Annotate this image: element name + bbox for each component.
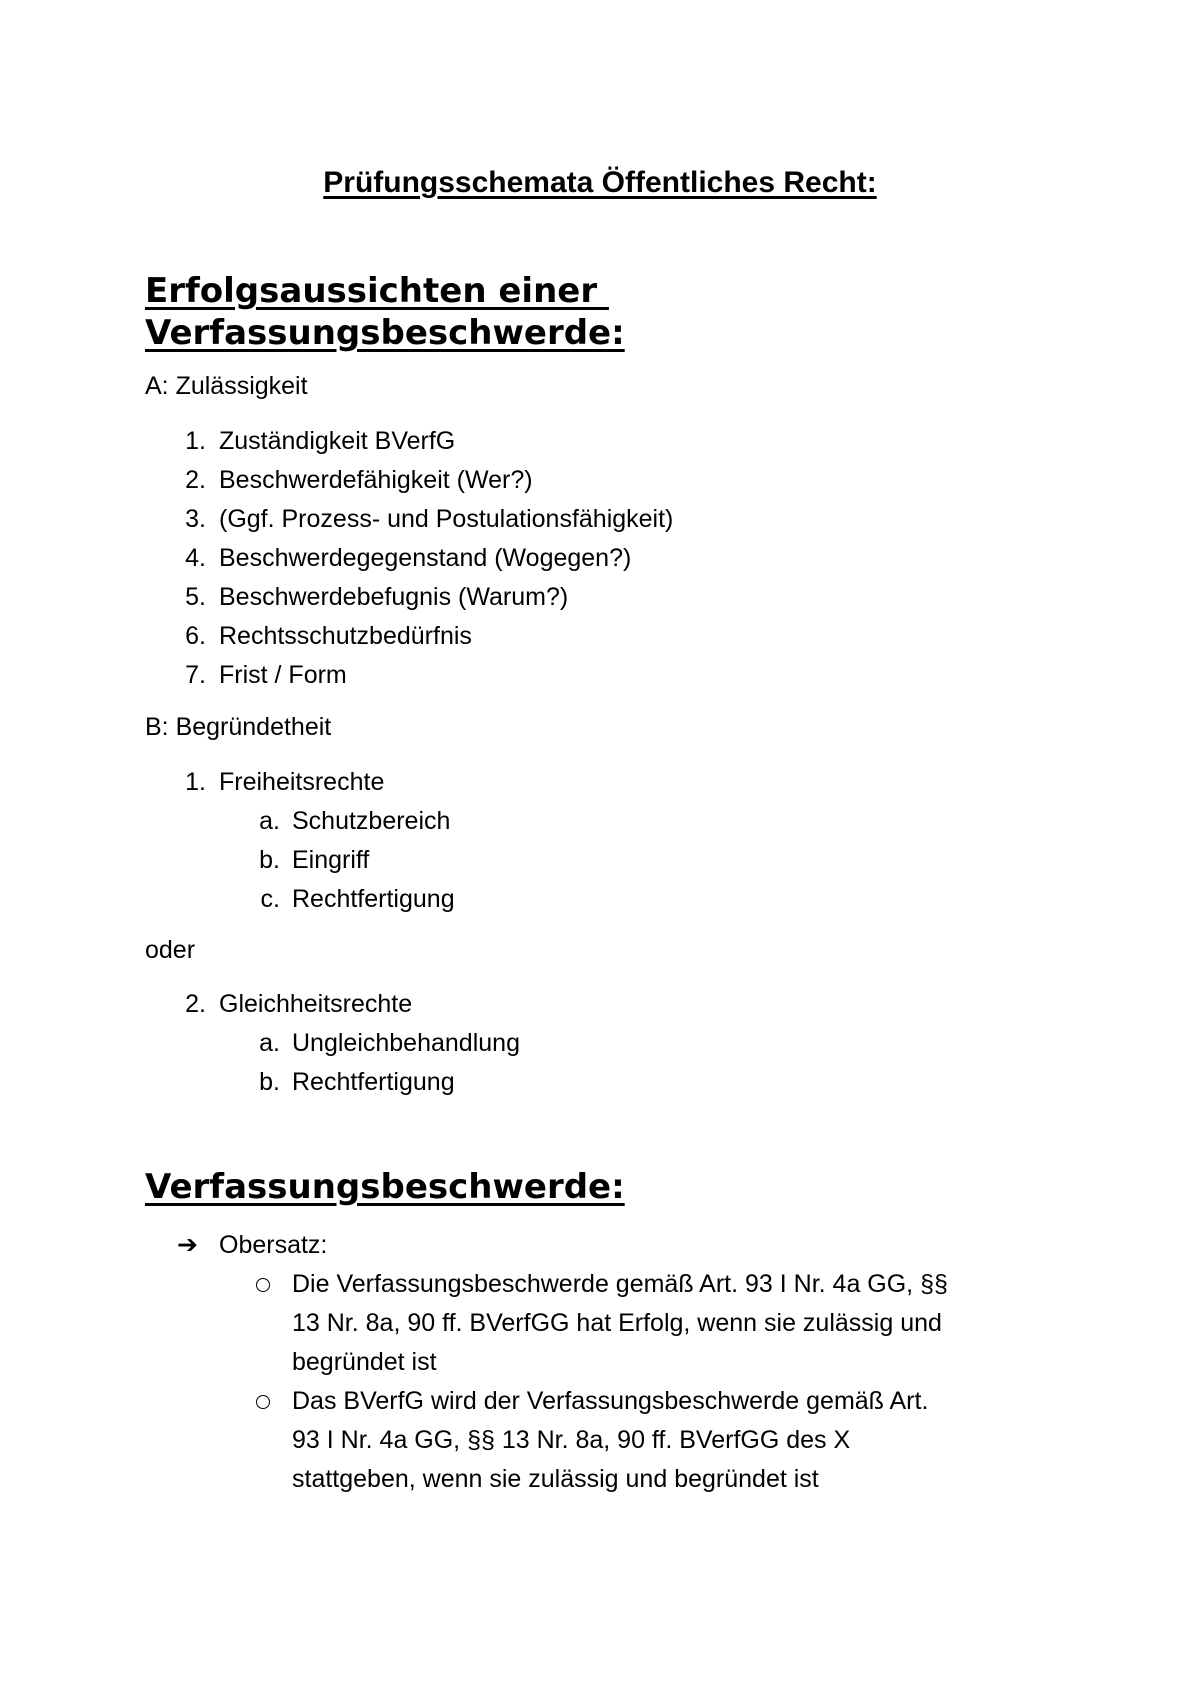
sub-item-letter: b. — [259, 1068, 280, 1096]
section1-heading-line2: Verfassungsbeschwerde: — [145, 313, 625, 353]
page-title: Prüfungsschemata Öffentliches Recht: — [323, 166, 877, 199]
obersatz-label: Obersatz: — [219, 1231, 328, 1259]
sub-item-letter: a. — [259, 807, 280, 835]
circle-bullet-icon — [256, 1278, 270, 1292]
list-item-number: 1. — [185, 768, 206, 796]
list-item-number: 2. — [185, 466, 206, 494]
sub-item: Schutzbereich — [292, 807, 451, 835]
sub-item: Rechtfertigung — [292, 885, 455, 913]
bullet-line: 13 Nr. 8a, 90 ff. BVerfGG hat Erfolg, wenn sie zulässig und — [292, 1309, 942, 1337]
part-b-label: B: Begründetheit — [145, 713, 332, 741]
circle-bullet-icon — [256, 1395, 270, 1409]
list-item: Freiheitsrechte — [219, 768, 385, 796]
list-item: Frist / Form — [219, 661, 347, 689]
list-item: Gleichheitsrechte — [219, 990, 413, 1018]
list-item: Beschwerdegegenstand (Wogegen?) — [219, 544, 632, 572]
bullet-line: Die Verfassungsbeschwerde gemäß Art. 93 I Nr. 4a GG, §§ — [292, 1270, 948, 1298]
section2-heading: Verfassungsbeschwerde: — [145, 1167, 625, 1207]
sub-item-letter: b. — [259, 846, 280, 874]
list-item-number: 1. — [185, 427, 206, 455]
list-item: (Ggf. Prozess- und Postulationsfähigkeit) — [219, 505, 674, 533]
list-item: Rechtsschutzbedürfnis — [219, 622, 472, 650]
list-item: Beschwerdebefugnis (Warum?) — [219, 583, 569, 611]
bullet-line: begründet ist — [292, 1348, 437, 1376]
list-item-number: 4. — [185, 544, 206, 572]
sub-item: Ungleichbehandlung — [292, 1029, 520, 1057]
list-item-number: 2. — [185, 990, 206, 1018]
list-item: Zuständigkeit BVerfG — [219, 427, 456, 455]
list-item: Beschwerdefähigkeit (Wer?) — [219, 466, 533, 494]
part-a-label: A: Zulässigkeit — [145, 372, 308, 400]
bullet-line: 93 I Nr. 4a GG, §§ 13 Nr. 8a, 90 ff. BVerfGG des X — [292, 1426, 851, 1454]
list-item-number: 3. — [185, 505, 206, 533]
arrow-right-icon: ➔ — [177, 1230, 198, 1259]
or-label: oder — [145, 936, 196, 964]
sub-item-letter: a. — [259, 1029, 280, 1057]
bullet-line: Das BVerfG wird der Verfassungsbeschwerde gemäß Art. — [292, 1387, 929, 1415]
list-item-number: 7. — [185, 661, 206, 689]
section1-heading-line1: Erfolgsaussichten einer — [145, 271, 609, 311]
bullet-line: stattgeben, wenn sie zulässig und begründet ist — [292, 1465, 819, 1493]
sub-item-letter: c. — [260, 885, 280, 913]
sub-item: Rechtfertigung — [292, 1068, 455, 1096]
sub-item: Eingriff — [292, 846, 370, 874]
list-item-number: 5. — [185, 583, 206, 611]
list-item-number: 6. — [185, 622, 206, 650]
